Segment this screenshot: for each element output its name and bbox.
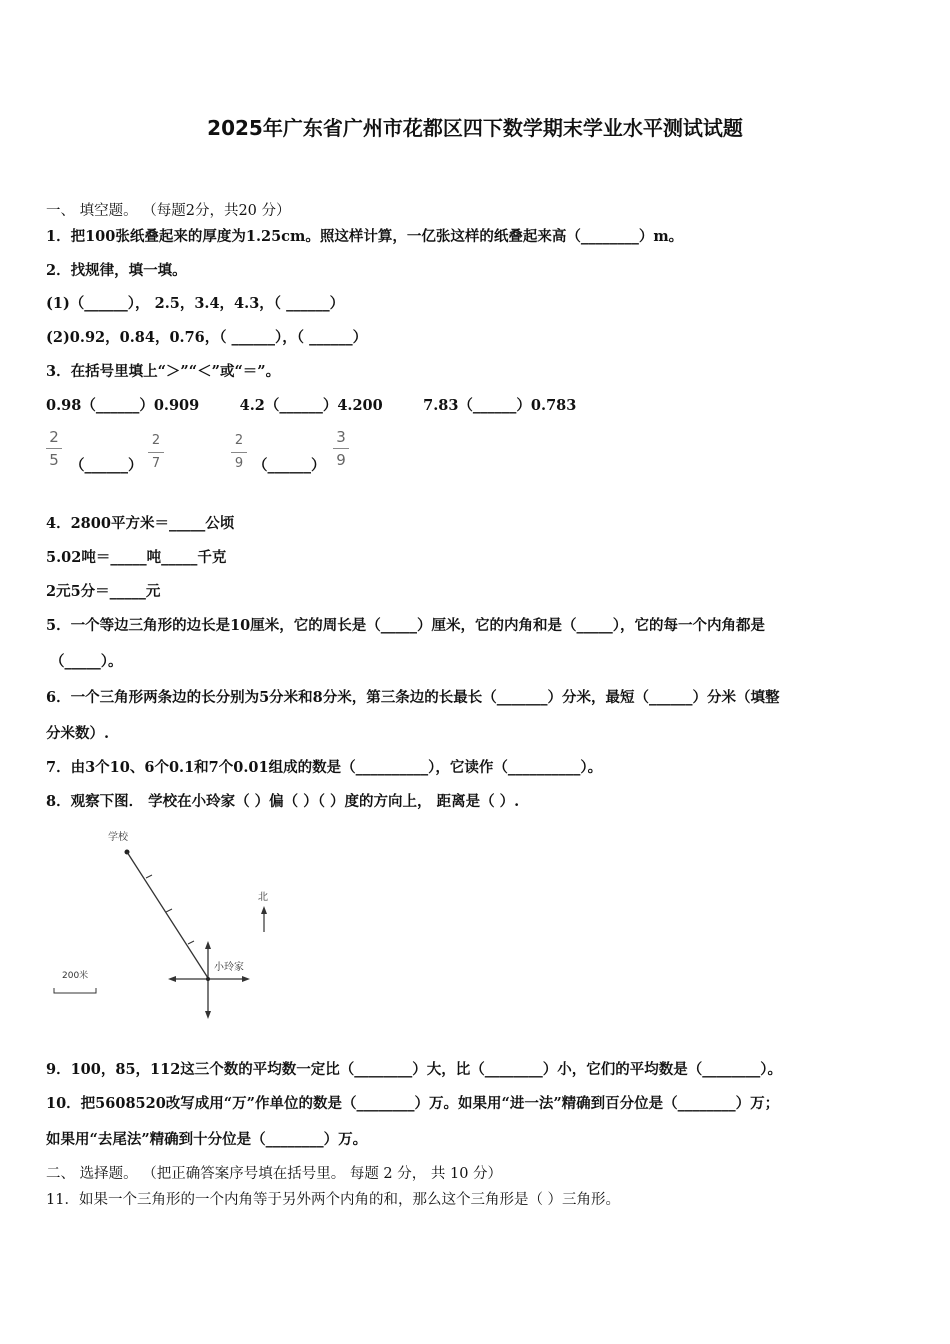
question-3: 3．在括号里填上“＞”“＜”或“＝”。 [46,363,281,380]
section-1-heading: 一、 填空题。 （每题2分，共20 分） [46,203,291,219]
fraction-2-9 [231,432,247,473]
question-6-continued: 分米数）. [46,725,110,742]
question-10-continued: 如果用“去尾法”精确到十分位是（________）万。 [46,1131,368,1148]
scale-bar [54,988,96,993]
question-3-decimals: 0.98（______）0.909 4.2（______）4.200 7.83（______）0.783 [46,397,577,414]
school-label: 学校 [108,832,128,843]
segment-tick [166,909,172,912]
home-label: 小玲家 [214,962,244,973]
fraction-numerator: 2 [151,433,161,448]
fraction-blank-2: （______） [253,457,326,474]
fraction-numerator: 2 [49,428,59,446]
question-7: 7．由3个10、6个0.1和7个0.01组成的数是（__________），它读作（__________）。 [46,759,603,776]
question-6: 6．一个三角形两条边的长分别为5分米和8分米，第三条边的长最长（_______）分米，最短（______）分米（填整 [46,689,780,706]
question-11: 11．如果一个三角形的一个内角等于另外两个内角的和，那么这个三角形是（ ）三角形。 [46,1192,621,1208]
arrow-left [168,976,176,982]
question-2-part-2: (2)0.92，0.84，0.76，（ ______），（ ______） [46,329,368,346]
scale-label: 200米 [62,971,89,981]
fraction-3-9 [333,428,349,469]
fraction-bar [148,452,164,453]
fraction-numerator: 3 [336,428,346,446]
arrow-down [205,1011,211,1019]
question-5: 5．一个等边三角形的边长是10厘米，它的周长是（_____）厘米，它的内角和是（_____），它的每一个内角都是 [46,617,766,634]
fraction-denominator: 9 [336,451,346,469]
question-4-part-1: 4．2800平方米＝_____公顷 [46,515,235,532]
fraction-bar [231,452,247,453]
segment-tick [146,875,152,878]
question-8: 8．观察下图． 学校在小玲家（ ）偏（ ）（ ）度的方向上， 距离是（ ）. [46,793,520,810]
fraction-bar [46,448,62,449]
question-2: 2．找规律，填一填。 [46,262,187,279]
question-4-part-2: 5.02吨＝_____吨_____千克 [46,549,227,566]
fraction-2-7 [148,432,164,473]
fraction-numerator: 2 [234,433,244,448]
fraction-denominator: 5 [49,451,59,469]
arrow-up [205,941,211,949]
fraction-blank-1: （______） [70,457,143,474]
question-9: 9．100，85，112这三个数的平均数一定比（________）大，比（________）小，它们的平均数是（________）。 [46,1061,783,1078]
question-5-continued: （_____）。 [50,653,123,670]
segment-tick [188,941,194,944]
school-to-home-line [127,852,208,978]
fraction-denominator: 7 [151,456,161,471]
arrow-right [242,976,250,982]
page-title: 2025年广东省广州市花都区四下数学期末学业水平测试试题 [207,116,743,140]
fraction-bar [333,448,349,449]
question-2-part-1: (1)（______）， 2.5，3.4，4.3，（ ______） [46,295,345,312]
home-point [206,977,210,981]
section-2-heading: 二、 选择题。 （把正确答案序号填在括号里。 每题 2 分， 共 10 分） [46,1166,503,1182]
question-4-part-3: 2元5分＝_____元 [46,583,161,600]
fraction-2-5 [46,428,62,469]
fraction-denominator: 9 [234,456,244,471]
question-1: 1．把100张纸叠起来的厚度为1.25cm。照这样计算，一亿张这样的纸叠起来高（________）m。 [46,228,684,245]
direction-map-figure [40,820,300,1030]
north-label: 北 [258,892,268,903]
north-arrow-icon [261,906,267,914]
question-10: 10．把5608520改写成用“万”作单位的数是（________）万。如果用“进一法”精确到百分位是（________）万； [46,1095,780,1112]
